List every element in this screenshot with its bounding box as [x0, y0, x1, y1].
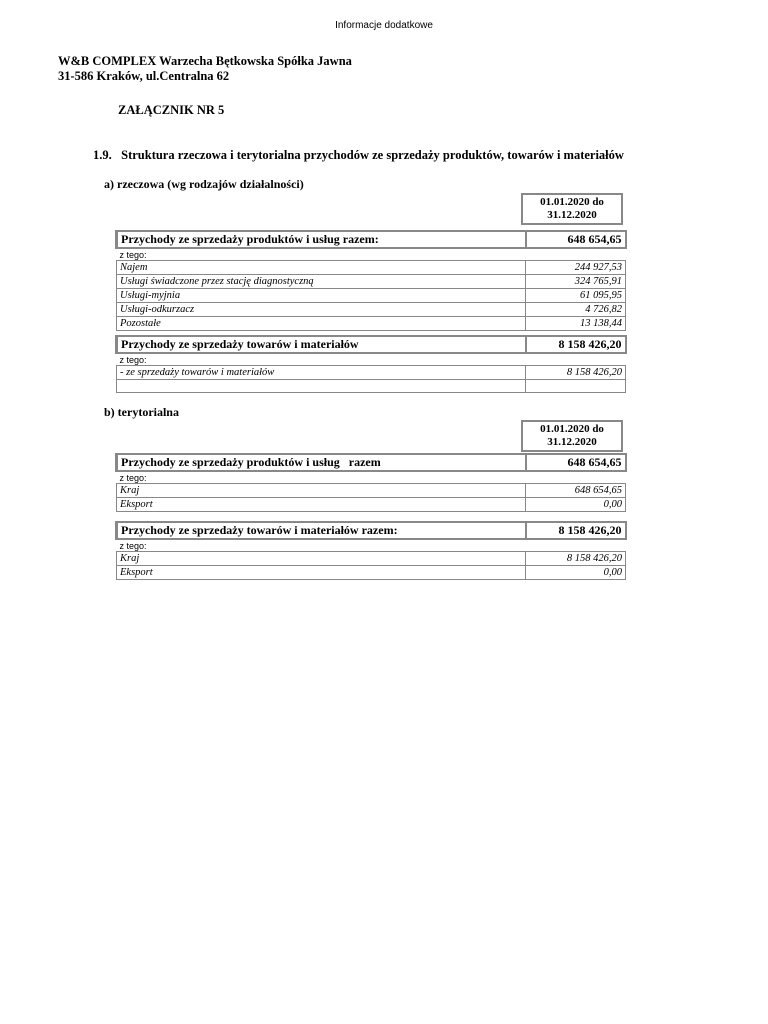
- row-value: 0,00: [526, 498, 626, 512]
- table-row: [117, 380, 626, 393]
- table-row: [117, 522, 626, 539]
- table-row: [117, 454, 626, 471]
- row-value: 244 927,53: [526, 261, 626, 275]
- row-value: 4 726,82: [526, 303, 626, 317]
- of-which-note: z tego:: [119, 354, 147, 365]
- part-b-period-line2: 31.12.2020: [547, 436, 597, 448]
- empty-cell: [117, 380, 526, 393]
- row-label: Najem: [117, 261, 526, 275]
- section-number: 1.9.: [93, 148, 112, 162]
- table-row: [117, 275, 626, 289]
- row-value: 8 158 426,20: [526, 366, 626, 380]
- part-a-products-value: 648 654,65: [526, 231, 626, 248]
- row-label: Usługi-myjnia: [117, 289, 526, 303]
- table-row: [117, 289, 626, 303]
- table-row: [117, 366, 626, 380]
- table-row: [117, 303, 626, 317]
- of-which-note: z tego:: [119, 249, 147, 260]
- table-row: [117, 539, 626, 552]
- part-a-goods-label: Przychody ze sprzedaży towarów i materiałów: [117, 336, 526, 353]
- page-header: Informacje dodatkowe: [335, 20, 433, 31]
- of-which-note: z tego:: [119, 540, 147, 551]
- row-value: 13 138,44: [526, 317, 626, 331]
- row-value: 324 765,91: [526, 275, 626, 289]
- row-label: Usługi-odkurzacz: [117, 303, 526, 317]
- part-a-goods-table: [115, 335, 627, 393]
- part-a-products-label: Przychody ze sprzedaży produktów i usług razem:: [117, 231, 526, 248]
- part-b-period-header: [521, 420, 623, 452]
- table-row: [117, 336, 626, 353]
- of-which-note: z tego:: [119, 472, 147, 483]
- company-address: 31-586 Kraków, ul.Centralna 62: [58, 69, 230, 83]
- table-row: [117, 248, 626, 261]
- part-b-products-table: [115, 453, 627, 512]
- empty-cell: [526, 380, 626, 393]
- row-label: Usługi świadczone przez stację diagnostyczną: [117, 275, 526, 289]
- table-row: [117, 231, 626, 248]
- part-a-period-header: [521, 193, 623, 225]
- table-row: [117, 498, 626, 512]
- company-block: [58, 54, 352, 84]
- part-b-period-line1: 01.01.2020 do: [540, 423, 604, 435]
- row-value: 61 095,95: [526, 289, 626, 303]
- row-value: 0,00: [526, 566, 626, 580]
- part-b-goods-table: [115, 521, 627, 580]
- row-label: Eksport: [117, 566, 526, 580]
- part-a-period-line2: 31.12.2020: [547, 209, 597, 221]
- part-a-label: a) rzeczowa (wg rodzajów działalności): [104, 177, 304, 191]
- table-row: [117, 566, 626, 580]
- part-a-goods-value: 8 158 426,20: [526, 336, 626, 353]
- table-row: [117, 353, 626, 366]
- section-title: Struktura rzeczowa i terytorialna przychodów ze sprzedaży produktów, towarów i materiałów: [121, 148, 624, 162]
- row-label: Pozostałe: [117, 317, 526, 331]
- table-row: [117, 552, 626, 566]
- row-value: 648 654,65: [526, 484, 626, 498]
- part-b-products-value: 648 654,65: [526, 454, 626, 471]
- row-label: - ze sprzedaży towarów i materiałów: [117, 366, 526, 380]
- part-b-goods-label: Przychody ze sprzedaży towarów i materiałów razem:: [117, 522, 526, 539]
- row-label: Eksport: [117, 498, 526, 512]
- part-a-period-line1: 01.01.2020 do: [540, 196, 604, 208]
- table-row: [117, 261, 626, 275]
- table-row: [117, 484, 626, 498]
- part-a-products-table: [115, 230, 627, 331]
- part-b-products-label: Przychody ze sprzedaży produktów i usług razem: [117, 454, 526, 471]
- table-row: [117, 317, 626, 331]
- annex-title: ZAŁĄCZNIK NR 5: [118, 103, 225, 117]
- part-b-label: b) terytorialna: [104, 405, 179, 419]
- row-label: Kraj: [117, 552, 526, 566]
- row-value: 8 158 426,20: [526, 552, 626, 566]
- part-b-goods-value: 8 158 426,20: [526, 522, 626, 539]
- row-label: Kraj: [117, 484, 526, 498]
- table-row: [117, 471, 626, 484]
- company-name: W&B COMPLEX Warzecha Bętkowska Spółka Jawna: [58, 54, 352, 68]
- section-heading: [93, 148, 624, 163]
